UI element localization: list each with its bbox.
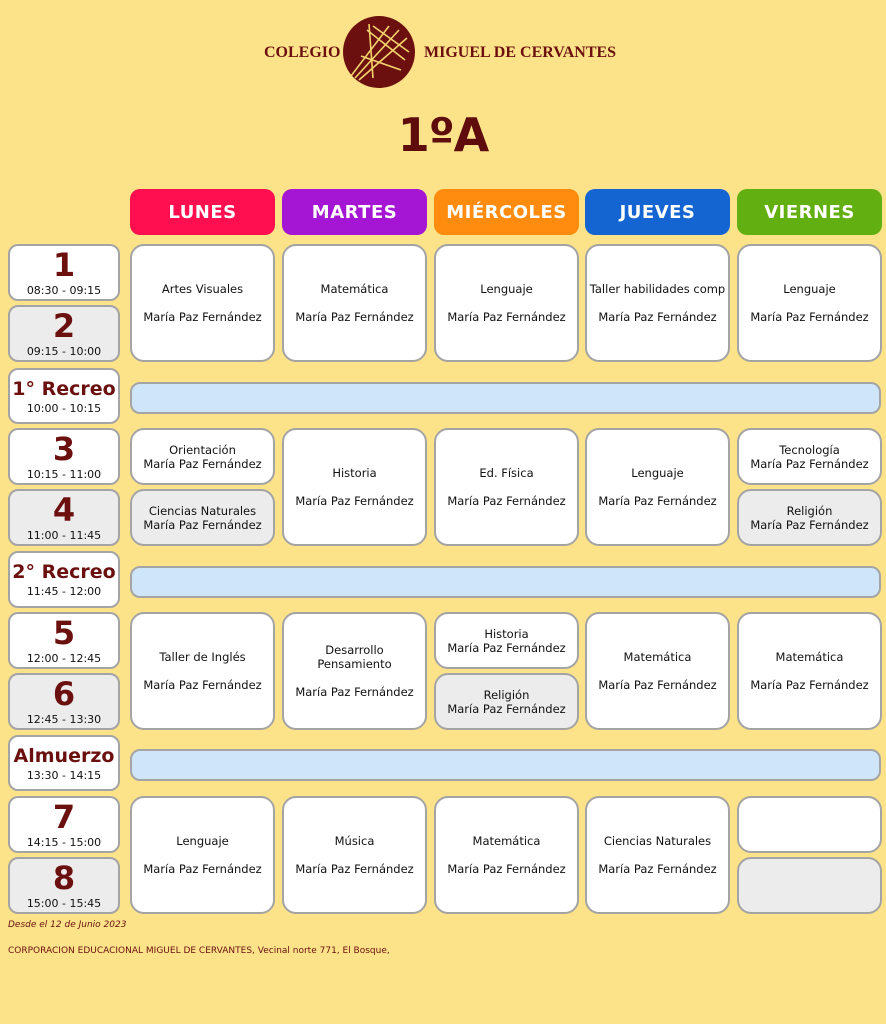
- class-subject: Religión: [786, 503, 833, 518]
- footer-address: CORPORACION EDUCACIONAL MIGUEL DE CERVANTES, Vecinal norte 771, El Bosque,: [8, 946, 390, 956]
- period-7: [8, 796, 120, 853]
- period-time: 08:30 - 09:15: [26, 284, 102, 297]
- since-note: [8, 920, 126, 930]
- period-number: 6: [52, 675, 76, 713]
- class-subject: Matemática: [623, 650, 692, 664]
- period-number: 1: [52, 246, 76, 284]
- period-5: [8, 612, 120, 669]
- day-header-viernes: VIERNES: [737, 189, 882, 235]
- period-recreo-2: [8, 551, 120, 608]
- class-teacher: María Paz Fernández: [447, 862, 566, 876]
- class-teacher: María Paz Fernández: [143, 310, 262, 324]
- school-crest-icon: [343, 16, 415, 88]
- break-bar-recreo-2: [130, 566, 881, 598]
- class-subject: Artes Visuales: [161, 282, 244, 296]
- period-time: 15:00 - 15:45: [26, 897, 102, 910]
- brand-right: MIGUEL DE CERVANTES: [424, 44, 617, 61]
- class-subject: Ciencias Naturales: [603, 834, 712, 848]
- period-number: 5: [52, 614, 76, 652]
- class-teacher: María Paz Fernández: [143, 862, 262, 876]
- period-number: 4: [52, 491, 76, 529]
- class-cell-b1-jueves: [585, 244, 730, 362]
- class-cell-b4-miercoles: [434, 796, 579, 914]
- class-teacher: María Paz Fernández: [143, 678, 262, 692]
- class-cell-p7-viernes-empty: [737, 796, 882, 853]
- class-subject: Lenguaje: [783, 282, 836, 296]
- class-teacher: María Paz Fernández: [750, 678, 869, 692]
- class-teacher: María Paz Fernández: [598, 310, 717, 324]
- class-cell-b3-viernes: [737, 612, 882, 730]
- day-header-jueves: JUEVES: [585, 189, 730, 235]
- day-header-martes: MARTES: [282, 189, 427, 235]
- period-8: [8, 857, 120, 914]
- class-teacher: María Paz Fernández: [598, 678, 717, 692]
- period-number: 3: [52, 430, 76, 468]
- class-teacher: María Paz Fernández: [295, 685, 414, 699]
- class-subject: Taller habilidades comp: [589, 282, 726, 296]
- period-number: 2: [52, 307, 76, 345]
- class-cell-b3-jueves: [585, 612, 730, 730]
- period-3: [8, 428, 120, 485]
- since-text: Desde el 12 de Junio 2023: [8, 920, 127, 930]
- period-time: 11:45 - 12:00: [26, 585, 102, 598]
- class-teacher: María Paz Fernández: [447, 701, 566, 716]
- class-cell-p4-lunes: [130, 489, 275, 546]
- class-cell-b1-miercoles: [434, 244, 579, 362]
- period-time: 12:00 - 12:45: [26, 652, 102, 665]
- class-subject: Ed. Física: [479, 466, 534, 480]
- break-bar-almuerzo: [130, 749, 881, 781]
- class-teacher: María Paz Fernández: [750, 456, 869, 471]
- class-cell-b1-lunes: [130, 244, 275, 362]
- class-teacher: María Paz Fernández: [295, 862, 414, 876]
- class-cell-b2-jueves: [585, 428, 730, 546]
- period-almuerzo: [8, 735, 120, 791]
- period-time: 14:15 - 15:00: [26, 836, 102, 849]
- day-header-miercoles: MIÉRCOLES: [434, 189, 579, 235]
- class-cell-b3-lunes: [130, 612, 275, 730]
- class-cell-b2-miercoles: [434, 428, 579, 546]
- class-cell-p4-viernes: [737, 489, 882, 546]
- class-cell-b4-martes: [282, 796, 427, 914]
- class-cell-b1-viernes: [737, 244, 882, 362]
- class-subject: Lenguaje: [480, 282, 533, 296]
- break-label: 1° Recreo: [12, 377, 116, 400]
- period-time: 10:15 - 11:00: [26, 468, 102, 481]
- class-cell-p3-lunes: [130, 428, 275, 485]
- period-time: 10:00 - 10:15: [26, 401, 102, 415]
- brand-left: COLEGIO: [264, 44, 341, 61]
- class-cell-p3-viernes: [737, 428, 882, 485]
- class-subject: Matemática: [320, 282, 389, 296]
- class-cell-b2-martes: [282, 428, 427, 546]
- class-subject: Historia: [484, 626, 529, 641]
- period-recreo-1: [8, 368, 120, 424]
- class-teacher: María Paz Fernández: [598, 862, 717, 876]
- class-cell-p8-viernes-empty: [737, 857, 882, 914]
- class-subject: Lenguaje: [631, 466, 684, 480]
- class-teacher: María Paz Fernández: [447, 310, 566, 324]
- class-teacher: María Paz Fernández: [447, 640, 566, 655]
- period-number: 7: [52, 798, 76, 836]
- class-subject: Religión: [483, 687, 530, 702]
- class-teacher: María Paz Fernández: [598, 494, 717, 508]
- class-subject-line-1: Desarrollo: [325, 643, 384, 657]
- class-teacher: María Paz Fernández: [143, 517, 262, 532]
- class-cell-p5-miercoles: [434, 612, 579, 669]
- period-time: 09:15 - 10:00: [26, 345, 102, 358]
- period-6: [8, 673, 120, 730]
- break-bar-recreo-1: [130, 382, 881, 414]
- class-subject: Ciencias Naturales: [148, 503, 257, 518]
- class-subject-line-2: Pensamiento: [317, 657, 392, 671]
- class-cell-p6-miercoles: [434, 673, 579, 730]
- class-subject: Taller de Inglés: [159, 650, 246, 664]
- class-teacher: María Paz Fernández: [295, 494, 414, 508]
- class-subject: Matemática: [775, 650, 844, 664]
- period-4: [8, 489, 120, 546]
- class-subject: Lenguaje: [176, 834, 229, 848]
- class-teacher: María Paz Fernández: [750, 517, 869, 532]
- class-cell-b3-martes: [282, 612, 427, 730]
- class-teacher: María Paz Fernández: [143, 456, 262, 471]
- class-cell-b4-jueves: [585, 796, 730, 914]
- class-subject: Historia: [332, 466, 377, 480]
- day-header-lunes: LUNES: [130, 189, 275, 235]
- period-time: 13:30 - 14:15: [26, 768, 102, 782]
- class-teacher: María Paz Fernández: [447, 494, 566, 508]
- class-subject: Tecnología: [779, 442, 840, 457]
- class-subject: Orientación: [169, 442, 236, 457]
- period-number: 8: [52, 859, 76, 897]
- period-time: 12:45 - 13:30: [26, 713, 102, 726]
- class-cell-b1-martes: [282, 244, 427, 362]
- class-subject: Música: [334, 834, 375, 848]
- page-title: 1ºA: [397, 108, 489, 162]
- break-label: Almuerzo: [13, 744, 115, 767]
- class-teacher: María Paz Fernández: [295, 310, 414, 324]
- class-subject: Matemática: [472, 834, 541, 848]
- class-teacher: María Paz Fernández: [750, 310, 869, 324]
- period-2: [8, 305, 120, 362]
- class-cell-b4-lunes: [130, 796, 275, 914]
- break-label: 2° Recreo: [12, 561, 116, 583]
- period-time: 11:00 - 11:45: [26, 529, 102, 542]
- period-1: [8, 244, 120, 301]
